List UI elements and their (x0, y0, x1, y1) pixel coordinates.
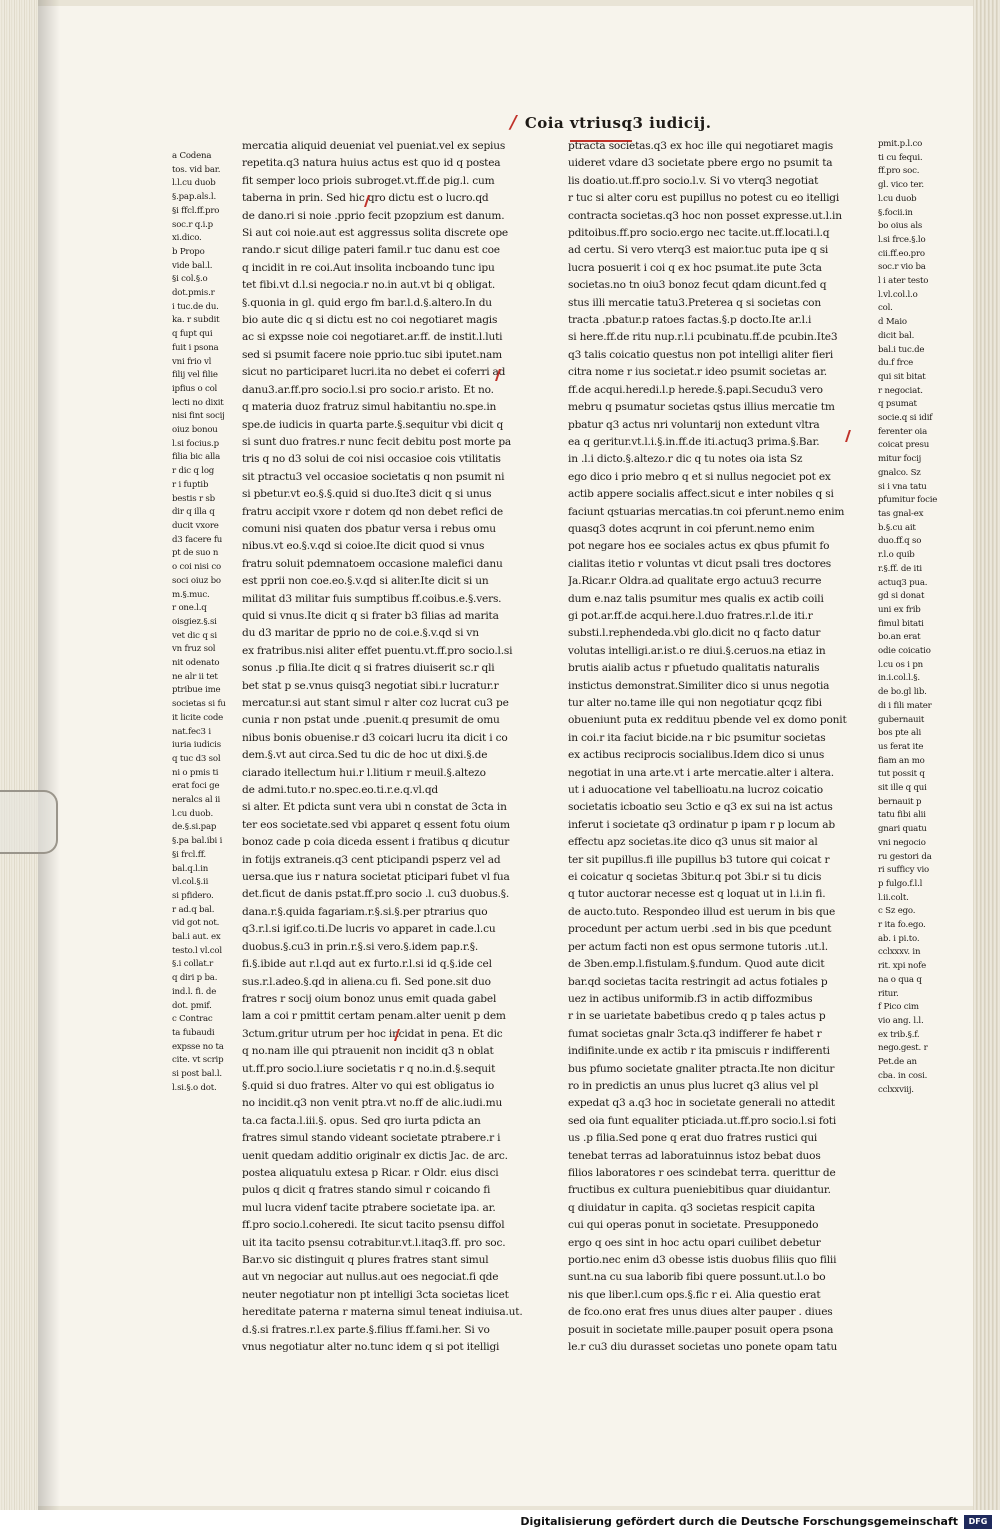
text-line: mercatia aliquid deueniat vel pueniat.vel ex sepius (242, 140, 506, 152)
text-line: de admi.tuto.r no.spec.eo.ti.r.e.q.vl.qd (242, 784, 439, 797)
text-line: comuni nisi quaten dos pbatur versa i rebus omu (242, 522, 496, 535)
text-line: ergo q oes sint in hoc actu opari cuilibet debetur (568, 1236, 821, 1249)
text-line: posuit in societate mille.pauper posuit opera psona (568, 1323, 834, 1336)
text-line: sus.r.l.adeo.§.qd in aliena.cu fi. Sed pone.sit duo (242, 975, 491, 988)
text-line: ptracta societas.q3 ex hoc ille qui negotiaret magis (568, 140, 833, 152)
text-line: ind.l. fi. de (172, 986, 217, 997)
text-line: pot negare hos ee sociales actus ex qbus pfumit fo (568, 540, 830, 553)
text-line: ei coicatur q societas 3bitur.q pot 3bi.r si tu dicis (568, 871, 822, 884)
book-fore-edge-left (0, 0, 38, 1510)
text-line: uit ita tacito psensu cotrabitur.vt.l.itaq3.ff. pro soc. (242, 1236, 506, 1249)
text-line: nibus.vt eo.§.v.qd si coioe.Ite dicit quod si vnus (242, 540, 485, 553)
text-line: vid got not. (172, 918, 220, 929)
text-line: tracta .pbatur.p ratoes factas.§.p docto.Ite ar.l.i (568, 314, 812, 327)
text-line: oisgiez.§.si (172, 616, 217, 627)
text-line: tris q no d3 solui de coi nisi occasioe cois vtilitatis (242, 453, 501, 466)
text-line: soc.r q.i.p (172, 219, 213, 230)
text-line: instictus demonstrat.Similiter dico si unus negotia (568, 679, 830, 692)
text-line: ipfius o col (172, 383, 218, 394)
text-line: dum e.naz talis psumitur mes qualis ex actib coili (568, 592, 824, 605)
text-line: sit ptractu3 vel occasioe societatis q non psumit ni (242, 470, 505, 483)
text-line: soci oiuz bo (172, 575, 221, 586)
text-column-b (568, 138, 878, 1368)
text-line: r i fuptib (172, 479, 209, 490)
text-line: procedunt per actum uerbi .sed in bis que pcedunt (568, 923, 832, 936)
text-line: vnus negotiatur alter no.tunc idem q si pot itelligi (242, 1341, 500, 1354)
text-line: l.vl.col.l.o (878, 289, 918, 300)
text-line: du.f frce (878, 358, 914, 369)
text-line: testo.l vl.col (172, 945, 222, 956)
text-line: §.quid si duo fratres. Alter vo qui est obligatus io (242, 1079, 495, 1092)
text-line: r.§.ff. de iti (878, 563, 922, 574)
text-line: r ita fo.ego. (878, 920, 926, 931)
text-line: lucra posuerit i coi q ex hoc psumat.ite pute 3cta (568, 261, 822, 274)
text-line: aut vn negociar aut nullus.aut oes negociat.fi qde (242, 1271, 499, 1284)
text-line: i tuc.de du. (172, 301, 219, 312)
text-line: volutas intelligi.ar.ist.o re diui.§.ceruos.na etiaz in (568, 644, 826, 657)
text-line: b.§.cu ait (878, 522, 916, 533)
text-line: cclxxxv. in (878, 947, 921, 958)
text-line: m.§.muc. (172, 589, 210, 600)
text-line: bal.q.l.in (172, 863, 209, 874)
text-line: substi.l.rephendeda.vbi glo.dicit no q facto datur (568, 627, 821, 640)
text-line: col. (878, 303, 893, 314)
text-line: erat foci ge (172, 781, 220, 792)
text-line: oiuz bonou (172, 425, 218, 436)
text-line: mul lucra videnf tacite ptrabere societate ipa. ar. (242, 1201, 496, 1214)
text-line: socie.q si idif (878, 413, 933, 424)
text-line: ptribue ime (172, 685, 221, 696)
text-line: ducit vxore (172, 520, 219, 531)
text-line: ni o pmis ti (172, 767, 219, 778)
text-line: gi pot.ar.ff.de acqui.here.l.duo fratres.r.l.de iti.r (568, 609, 813, 622)
text-line: ex trib.§.f. (878, 1029, 920, 1040)
text-line: ex actibus reciprocis socialibus.Idem dico si unus (568, 749, 825, 762)
text-line: l.si.§.o dot. (172, 1082, 217, 1093)
text-line: §.i collat.r (172, 959, 214, 970)
text-line: filij vel filie (172, 370, 218, 381)
text-line: tos. vid bar. (172, 164, 221, 175)
text-line: quasq3 dotes acqrunt in coi pferunt.nemo enim (568, 522, 815, 535)
text-line: r dic q log (172, 466, 215, 477)
text-line: in .l.i dicto.§.altezo.r dic q tu notes oia ista Sz (568, 453, 803, 466)
text-line: vide bal.l. (172, 260, 213, 271)
text-line: l.l.cu duob (172, 178, 216, 189)
text-line: r tuc si alter coru est pupillus no potest cu eo itelligi (568, 192, 840, 205)
text-line: nibus bonis obuenise.r d3 coicari lucru ita dicit i co (242, 731, 508, 744)
text-line: fratres simul stando videant societate ptrabere.r i (242, 1132, 501, 1145)
text-line: de dano.ri si noie .pprio fecit pzopzium est danum. (242, 209, 505, 222)
text-line: q3 talis coicatio questus non pot intelligi aliter fieri (568, 348, 834, 361)
text-line: fumat societas gnalr 3cta.q3 indifferer fe habet r (568, 1027, 822, 1040)
text-line: det.ficut de danis pstat.ff.pro socio .l. cu3 duobus.§. (242, 888, 510, 901)
text-line: si post bal.l. (172, 1069, 222, 1080)
left-marginal-gloss (172, 150, 234, 1250)
text-line: bos pte ali (878, 728, 922, 739)
text-line: hereditate paterna r materna simul teneat indiuisa.ut. (242, 1306, 523, 1319)
text-line: §.pap.als.l. (172, 192, 216, 203)
text-line: nisi fint socij (172, 411, 225, 422)
text-line: actib appere socialis affect.sicut e inter nobiles q si (568, 488, 834, 501)
text-line: fi.§.ibide aut r.l.qd aut ex furto.r.l.si id q.§.ide cel (242, 958, 492, 971)
text-line: f Pico cim (878, 1002, 919, 1013)
text-line: vni frio vl (172, 356, 212, 367)
text-line: sunt.na cu sua laborib fibi quere possunt.ut.l.o bo (568, 1271, 826, 1284)
text-line: pbatur q3 actus nri voluntarij non extedunt vltra (568, 418, 820, 431)
text-line: fratres r socij oium bonoz unus emit quada gabel (242, 992, 497, 1005)
text-line: bal.i aut. ex (172, 932, 221, 943)
text-line: ff.de acqui.heredi.l.p herede.§.papi.Secudu3 vero (568, 383, 823, 396)
text-line: q materia duoz fratruz simul habitantiu no.spe.in (242, 401, 497, 414)
text-line: bo.an erat (878, 632, 921, 643)
text-line: expedat q3 a.q3 hoc in societate generali no attedit (568, 1097, 835, 1110)
text-line: sit ille q qui (878, 783, 927, 794)
text-line: pulos q dicit q fratres stando simul r coicando fi (242, 1184, 491, 1197)
text-line: Pet.de an (878, 1057, 917, 1068)
text-line: de fco.ono erat fres unus diues alter pauper . diues (568, 1306, 833, 1319)
text-line: fimul bitati (878, 618, 924, 629)
text-line: ego dico i prio mebro q et si nullus negociet pot ex (568, 470, 831, 483)
text-line: bal.i tuc.de (878, 344, 925, 355)
text-line: bus pfumo societate gnaliter ptracta.Ite non dicitur (568, 1062, 835, 1075)
text-line: l.cu duob. (172, 808, 214, 819)
text-line: q fupt qui (172, 329, 213, 340)
text-line: expsse no ta (172, 1041, 224, 1052)
text-line: negotiat in una arte.vt i arte mercatie.alter i altera. (568, 766, 834, 779)
text-line: mercatur.si aut stant simul r alter coz lucrat cu3 pe (242, 697, 509, 709)
text-line: obueniunt puta ex reddituu pbende vel ex domo ponit (568, 714, 847, 727)
text-line: §.quonia in gl. quid ergo fm bar.l.d.§.altero.In du (242, 296, 492, 309)
text-line: neuter negotiatur non pt intelligi 3cta societas licet (242, 1288, 509, 1301)
text-line: d3 facere fu (172, 534, 223, 545)
text-line: l i ater testo (878, 276, 929, 287)
text-line: societatis icboatio seu 3ctio e q3 ex sui na ist actus (568, 801, 833, 814)
text-line: stus illi mercatie tatu3.Preterea q si societas con (568, 296, 821, 309)
text-line: si alter. Et pdicta sunt vera ubi n constat de 3cta in (242, 801, 507, 814)
text-line: cite. vt scrip (172, 1055, 224, 1066)
text-line: brutis aialib actus r pfuetudo qualitatis naturalis (568, 662, 820, 675)
text-line: filios laboratores r oes scindebat terra. querittur de (568, 1166, 836, 1179)
text-line: lecti no dixit (172, 397, 224, 408)
text-line: na o qua q (878, 974, 922, 985)
text-line: ab. i pi.to. (878, 933, 920, 944)
running-title: Coia vtriusq3 iudicij. (524, 114, 712, 132)
text-line: de bo.gl lib. (878, 687, 927, 698)
text-line: rando.r sicut dilige pateri famil.r tuc danu est coe (242, 244, 500, 257)
text-line: q diuidatur in capita. q3 societas respicit capita (568, 1201, 815, 1214)
page-clip (0, 790, 58, 854)
text-line: d.§.si fratres.r.l.ex parte.§.filius ff.fami.her. Si vo (242, 1323, 490, 1336)
text-line: iuria iudicis (172, 740, 221, 751)
text-line: o coi nisi co (172, 562, 221, 573)
text-line: l.si frce.§.lo (878, 234, 926, 245)
text-line: dot.pmis.r (172, 288, 215, 299)
text-line: le.r cu3 diu durasset societas uno ponete opam tatu (568, 1341, 838, 1354)
text-line: si pbetur.vt eo.§.§.quid si duo.Ite3 dicit q si unus (242, 488, 492, 501)
text-line: vio ang. l.l. (878, 1016, 924, 1026)
text-line: §i frcl.ff. (172, 849, 206, 860)
text-line: r in se uarietate babetibus credo q p tales actus p (568, 1010, 826, 1023)
text-line: dir q illa q (172, 507, 215, 518)
text-line: cunia r non pstat unde .puenit.q presumit de omu (242, 714, 500, 727)
text-line: si sunt duo fratres.r nunc fecit debitu post morte pa (242, 435, 512, 448)
text-line: §i ffcl.ff.pro (172, 205, 220, 216)
text-line: postea aliquatulu extesa p Ricar. r Oldr. eius disci (242, 1166, 499, 1179)
text-line: bonoz cade p coia diceda essent i fratibus q dicutur (242, 836, 510, 849)
text-line: coicat presu (878, 440, 930, 451)
text-line: cii.ff.eo.pro (878, 248, 925, 259)
text-line: fratru accipit vxore r dotem qd non debet refici de (242, 505, 503, 518)
dfg-logo: DFG (964, 1515, 992, 1529)
text-line: dot. pmif. (172, 1000, 212, 1011)
text-line: nit odenato (172, 658, 220, 669)
text-line: societas.no tn oiu3 bonoz fecut qdam dicunt.fed q (568, 279, 827, 292)
text-line: nis que liber.l.cum ops.§.fic r ei. Alia questio erat (568, 1288, 821, 1301)
text-line: uideret vdare d3 societate pbere ergo no psumit ta (568, 157, 833, 170)
text-line: §.pa bal.ibi i (172, 836, 223, 847)
text-line: q psumat (878, 399, 917, 410)
text-line: si pfidero. (172, 890, 214, 901)
text-line: fit semper loco priois subroget.vt.ff.de pig.l. cum (242, 174, 495, 187)
text-line: portio.nec enim d3 obesse istis duobus filiis quo filii (568, 1254, 837, 1266)
text-line: bestis r sb (172, 493, 215, 504)
text-line: filia bic alla (172, 452, 221, 463)
text-line: §.focii.in (878, 207, 913, 218)
text-line: nego.gest. r (878, 1043, 928, 1054)
text-line: Si aut coi noie.aut est aggressus solita discrete ope (242, 227, 509, 240)
text-line: sed oia funt equaliter pticiada.ut.ff.pro socio.l.si foti (568, 1114, 837, 1127)
text-line: pditoibus.ff.pro socio.ergo nec tacite.ut.ff.locati.l.q (568, 227, 830, 240)
text-line: de aucto.tuto. Respondeo illud est uerum in bis que (568, 905, 836, 918)
text-line: taberna in prin. Sed hic qro dictu est o lucro.qd (242, 192, 489, 205)
text-line: de 3ben.emp.l.fistulam.§.fundum. Quod aute dicit (568, 958, 825, 971)
text-line: tut possit q (878, 769, 925, 780)
text-line: gd si donat (878, 591, 925, 602)
text-line: gl. vico ter. (878, 180, 924, 191)
text-line: vl.col.§.ii (172, 877, 209, 888)
text-line: ka. r subdit (172, 315, 220, 326)
text-line: pfumitur focie (878, 495, 938, 506)
text-line: ter eos societate.sed vbi apparet q essent fotu oium (242, 818, 510, 831)
text-line: bo oius als (878, 221, 923, 232)
text-line: us ferat ite (878, 741, 924, 752)
text-line: gubernauit (878, 714, 925, 725)
text-line: q incidit in re coi.Aut insolita incboando tunc ipu (242, 261, 495, 274)
text-line: r ad.q bal. (172, 904, 215, 915)
text-line: militat d3 militar fuis sumptibus ff.coibus.e.§.vers. (242, 592, 502, 605)
text-line: bio aute dic q si dictu est no coi negotiaret magis (242, 314, 498, 327)
text-line: in.i.col.l.§. (878, 673, 920, 684)
text-line: faciunt qstuarias mercatias.tn coi pferunt.nemo enim (568, 505, 845, 518)
text-line: tur alter no.tame ille qui non negotiatur qcqz fibi (568, 697, 822, 709)
text-line: di i fili mater (878, 700, 932, 711)
digitization-footer (0, 1510, 1000, 1535)
text-line: neralcs al ii (172, 795, 221, 806)
text-line: a Codena (172, 151, 212, 161)
text-line: effectu apz societas.ite dico q3 unus sit maior al (568, 836, 818, 849)
text-line: q no.nam ille qui ptrauenit non incidit q3 n oblat (242, 1045, 494, 1058)
text-line: ritur. (878, 988, 899, 999)
text-line: tenebat terras ad laboratuinnus istoz bebat duos (568, 1149, 821, 1162)
text-line: l.cu duob (878, 193, 917, 204)
text-line: in coi.r ita faciut bicide.na r bic psumitur societas (568, 731, 826, 744)
text-line: pmit.p.l.co (878, 139, 923, 149)
text-line: ea q geritur.vt.l.i.§.in.ff.de iti.actuq3 prima.§.Bar. (568, 435, 820, 448)
text-line: citra nome r ius societat.r ideo psumit societas ar. (568, 366, 827, 379)
text-line: xi.dico. (172, 233, 202, 244)
running-header (510, 112, 711, 133)
text-line: ferenter oia (878, 426, 928, 437)
text-line: c Contrac (172, 1014, 213, 1025)
text-line: r.l.o quib (878, 550, 915, 561)
text-line: lis doatio.ut.ff.pro socio.l.v. Si vo vterq3 negotiat (568, 174, 819, 187)
text-line: duobus.§.cu3 in prin.r.§.si vero.§.idem pap.r.§. (242, 940, 479, 953)
text-line: ciarado itellectum hui.r l.litium r meuil.§.altezo (242, 766, 486, 779)
text-line: ro in predictis an unus plus lucret q3 alius vel pl (568, 1079, 819, 1092)
text-line: b Propo (172, 246, 205, 257)
text-line: sonus .p filia.Ite dicit q si fratres diuiserit sc.r qli (242, 662, 495, 675)
text-line: danu3.ar.ff.pro socio.l.si pro socio.r aristo. Et no. (242, 383, 494, 396)
right-marginal-gloss (878, 138, 950, 1248)
text-line: uni ex frib (878, 604, 921, 615)
text-line: tas gnal-ex (878, 508, 924, 519)
text-line: duo.ff.q so (878, 536, 922, 547)
text-line: du d3 maritar de pprio no de coi.e.§.v.qd si vn (242, 627, 479, 640)
text-line: gnalco. Sz (878, 467, 921, 478)
text-line: p fulgo.f.l.l (878, 878, 923, 889)
text-line: 3ctum.gritur utrum per hoc incidat in pena. Et dic (242, 1027, 503, 1040)
text-line: ac si expsse noie coi negotiaret.ar.ff. de instit.l.luti (242, 331, 503, 344)
text-line: it licite code (172, 712, 224, 723)
text-line: r one.l.q (172, 603, 207, 614)
text-line: ru gestori da (878, 851, 932, 862)
gutter-shadow (38, 0, 60, 1510)
text-line: ta fubaudi (172, 1028, 215, 1038)
text-line: ri sufficy vio (878, 865, 930, 876)
folio-mark: / (510, 112, 518, 133)
text-line: us .p filia.Sed pone q erat duo fratres rustici qui (568, 1132, 818, 1145)
text-line: contracta societas.q3 hoc non posset expresse.ut.l.in (568, 209, 842, 222)
footer-credit: Digitalisierung gefördert durch die Deutsche Forschungsgemeinschaft (520, 1515, 958, 1528)
text-line: ta.ca facta.l.iii.§. opus. Sed qro iurta pdicta an (242, 1114, 481, 1127)
text-line: odie coicatio (878, 646, 931, 657)
text-line: d Maio (878, 317, 907, 328)
text-line: ex fratribus.nisi aliter effet puentu.vt.ff.pro socio.l.si (242, 644, 513, 657)
text-line: ne alr ii tet (172, 671, 218, 682)
text-line: sed si psumit facere noie pprio.tuc sibi iputet.nam (242, 348, 502, 361)
text-line: bar.qd societas tacita restringit ad actus fotiales p (568, 975, 828, 988)
text-line: ut.ff.pro socio.l.iure societatis r q no.in.d.§.sequit (242, 1062, 496, 1075)
text-line: indifinite.unde ex actib r ita pmiscuis r indifferenti (568, 1045, 830, 1058)
text-line: soc.r vio ba (878, 262, 926, 273)
text-line: cba. in cosi. (878, 1070, 928, 1081)
text-line: q diri p ba. (172, 973, 218, 984)
text-line: dana.r.§.quida fagariam.r.§.si.§.per ptrarius quo (242, 905, 488, 918)
text-line: societas si fu (172, 699, 226, 710)
text-line: gnari quatu (878, 824, 927, 835)
text-line: mitur focij (878, 454, 922, 465)
text-line: uersa.que ius r natura societat pticipari fubet vl fua (242, 871, 510, 884)
text-line: sicut no participaret lucri.ita no debet ei coferri ad (242, 366, 506, 379)
text-line: inferut i societate q3 ordinatur p ipam r p locum ab (568, 818, 835, 831)
text-line: ter sit pupillus.fi ille pupillus b3 tutore qui coicat r (568, 853, 830, 866)
text-line: ad certu. Si vero vterq3 est maior.tuc puta ipe q si (568, 244, 829, 257)
text-line: fiam an mo (878, 755, 925, 766)
text-line: l.si focius.p (172, 438, 219, 449)
text-line: actuq3 pua. (878, 577, 928, 588)
text-line: dicit bal. (878, 330, 915, 341)
text-line: l.cu os i pn (878, 659, 923, 670)
text-line: dem.§.vt aut circa.Sed tu dic de hoc ut dixi.§.de (242, 749, 488, 762)
text-line: in fotijs extraneis.q3 cent pticipandi psperz vel ad (242, 853, 501, 866)
text-line: ff.pro socio.l.coheredi. Ite sicut tacito psensu diffol (242, 1219, 505, 1232)
text-line: quid si vnus.Ite dicit q si frater b3 filias ad marita (242, 609, 499, 622)
text-line: Ja.Ricar.r Oldra.ad qualitate ergo actuu3 recurre (568, 575, 822, 588)
text-line: fructibus ex cultura pueniebitibus quar diuidantur. (568, 1184, 831, 1197)
text-line: fuit i psona (172, 342, 219, 353)
text-line: no incidit.q3 non venit ptra.vt no.ff de alic.iudi.mu (242, 1097, 503, 1110)
text-line: ut i aduocatione vel tabellioatu.na lucroz coicatio (568, 784, 823, 797)
text-line: si here.ff.de ritu nup.r.l.i pcubinatu.ff.de pcubin.Ite3 (568, 331, 838, 344)
text-line: vn fruz sol (172, 644, 216, 655)
text-line: pt de suo n (172, 548, 219, 559)
text-line: repetita.q3 natura huius actus est quo id q postea (242, 157, 501, 170)
text-line: lam a coi r pmittit certam penam.alter uenit p dem (242, 1010, 506, 1023)
text-line: vet dic q si (172, 630, 217, 641)
text-line: mebru q psumatur societas qstus illius mercatie tm (568, 401, 835, 414)
text-line: de.§.si.pap (172, 822, 217, 833)
text-column-a (242, 138, 550, 1368)
text-line: cialitas itetio r voluntas vt dicut psali tres doctores (568, 557, 832, 570)
text-line: per actum facti non est opus sermone tutoris .ut.l. (568, 940, 828, 953)
text-line: tet fibi.vt d.l.si negocia.r no.in aut.vt bi q obligat. (242, 279, 496, 292)
text-line: Bar.vo sic distinguit q plures fratres stant simul (242, 1254, 489, 1266)
text-line: nat.fec3 i (172, 726, 211, 737)
text-line: cclxxviij. (878, 1084, 914, 1095)
text-line: c Sz ego. (878, 906, 916, 917)
text-line: si i vna tatu (878, 481, 927, 492)
text-line: q tuc d3 sol (172, 753, 221, 764)
text-line: ff.pro soc. (878, 166, 920, 177)
text-line: q tutor auctorar necesse est q loquat ut in l.i.in fi. (568, 888, 826, 901)
text-line: l.ii.colt. (878, 892, 909, 903)
text-line: §i col.§.o (172, 274, 208, 285)
book-fore-edge-right (973, 0, 1000, 1510)
text-line: bernauit p (878, 796, 922, 807)
text-line: rit. xpi nofe (878, 961, 926, 972)
text-line: spe.de iudicis in quarta parte.§.sequitur vbi dicit q (242, 418, 504, 431)
text-line: uez in actibus uniformib.f3 in actib diffozmibus (568, 992, 813, 1005)
text-line: est pprii non coe.eo.§.v.qd si aliter.Ite dicit si un (242, 575, 489, 588)
text-line: cui qui operas ponut in societate. Presupponedo (568, 1219, 819, 1232)
text-line: fratru soluit pdemnatoem occasione malefici danu (242, 557, 503, 570)
text-line: q3.r.l.si igif.co.ti.De lucris vo apparet in cade.l.cu (242, 923, 496, 936)
text-line: ti cu fequi. (878, 152, 923, 163)
text-line: tatu fibi alii (878, 810, 926, 821)
text-line: bet stat p se.vnus quisq3 negotiat sibi.r lucratur.r (242, 679, 499, 692)
text-line: r negociat. (878, 385, 923, 396)
text-line: vni negocio (878, 837, 926, 848)
text-line: qui sit bitat (878, 371, 926, 382)
text-line: uenit quedam additio originalr ex dictis Jac. de arc. (242, 1149, 508, 1162)
